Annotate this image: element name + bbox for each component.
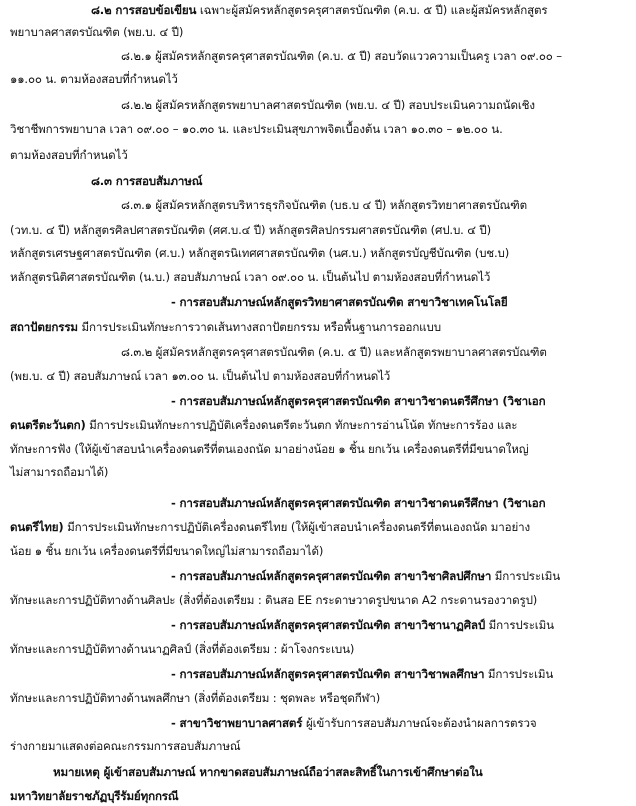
bullet-nursing-cont: ร่างกายมาแสดงต่อคณะกรรมการสอบสัมภาษณ์ [10, 739, 241, 753]
bullet-thai-music-cont2: น้อย ๑ ชิ้น ยกเว้น เครื่องดนตรีที่มีขนาดใหญ่ไม่สามารถถือมาได้) [10, 544, 324, 558]
note-label: หมายเหตุ [53, 765, 100, 779]
bullet-architecture: - การสอบสัมภาษณ์หลักสูตรวิทยาศาสตรบัณฑิต สาขาวิชาเทคโนโลยี [171, 295, 508, 309]
bullet-physical-education-cont: ทักษะและการปฏิบัติทางด้านพลศึกษา (สิ่งที่ต้องเตรียม : ชุดพละ หรือชุดกีฬา) [10, 691, 381, 705]
section-8-3-heading: ๘.๓ การสอบสัมภาษณ์ [91, 174, 203, 188]
bullet-art-education-cont: ทักษะและการปฏิบัติทางด้านศิลปะ (สิ่งที่ต้องเตรียม : ดินสอ EE กระดาษวาดรูปขนาด A2 กระดานรองวาดรูป) [10, 593, 538, 607]
bullet-thai-music: - การสอบสัมภาษณ์หลักสูตรครุศาสตรบัณฑิต สาขาวิชาดนตรีศึกษา (วิชาเอก [171, 496, 546, 510]
item-8-3-1-cont1: (วท.บ. ๔ ปี) หลักสูตรศิลปศาสตรบัณฑิต (ศศ.บ.๔ ปี) หลักสูตรศิลปกรรมศาสตรบัณฑิต (ศป.บ. ๔ ปี) [10, 223, 491, 237]
item-8-3-1-cont2: หลักสูตรเศรษฐศาสตรบัณฑิต (ศ.บ.) หลักสูตรนิเทศศาสตรบัณฑิต (นศ.บ.) หลักสูตรบัญชีบัณฑิต (บช.บ) [10, 246, 510, 260]
bullet-nursing: - สาขาวิชาพยาบาลศาสตร์ ผู้เข้ารับการสอบสัมภาษณ์จะต้องนำผลการตรวจ [171, 716, 537, 730]
section-8-2-intro-cont: พยาบาลศาสตรบัณฑิต (พย.บ. ๔ ปี) [10, 25, 184, 39]
item-8-3-2: ๘.๓.๒ ผู้สมัครหลักสูตรครุศาสตรบัณฑิต (ค.บ. ๕ ปี) และหลักสูตรพยาบาลศาสตรบัณฑิต [121, 345, 547, 359]
bullet-art-education: - การสอบสัมภาษณ์หลักสูตรครุศาสตรบัณฑิต สาขาวิชาศิลปศึกษา มีการประเมิน [171, 569, 561, 583]
bullet-architecture-cont: สถาปัตยกรรม มีการประเมินทักษะการวาดเส้นทางสถาปัตยกรรม หรือพื้นฐานการออกแบบ [10, 320, 441, 334]
section-8-2-heading: ๘.๒ การสอบข้อเขียน [91, 3, 197, 17]
item-8-2-2-cont2: ตามห้องสอบที่กำหนดไว้ [10, 148, 128, 162]
item-8-3-1: ๘.๓.๑ ผู้สมัครหลักสูตรบริหารธุรกิจบัณฑิต (บธ.บ ๔ ปี) หลักสูตรวิทยาศาสตรบัณฑิต [121, 198, 528, 212]
bullet-dance-cont: ทักษะและการปฏิบัติทางด้านนาฏศิลป์ (สิ่งที่ต้องเตรียม : ผ้าโจงกระเบน) [10, 642, 355, 656]
bullet-physical-education: - การสอบสัมภาษณ์หลักสูตรครุศาสตรบัณฑิต สาขาวิชาพลศึกษา มีการประเมิน [171, 667, 554, 681]
item-8-2-2-cont: วิชาชีพการพยาบาล เวลา ๐๙.๐๐ – ๑๐.๓๐ น. และประเมินสุขภาพจิตเบื้องต้น เวลา ๑๐.๓๐ – ๑๒.๐๐ น. [10, 122, 503, 136]
section-8-2-intro: เฉพาะผู้สมัครหลักสูตรครุศาสตรบัณฑิต (ค.บ. ๕ ปี) และผู้สมัครหลักสูตร [199, 3, 548, 17]
note-cont: มหาวิทยาลัยราชภัฏบุรีรัมย์ทุกกรณี [10, 789, 179, 803]
item-8-2-1-cont: ๑๑.๐๐ น. ตามห้องสอบที่กำหนดไว้ [10, 72, 178, 86]
note [53, 764, 483, 780]
item-8-3-1-cont3: หลักสูตรนิติศาสตรบัณฑิต (น.บ.) สอบสัมภาษณ์ เวลา ๐๙.๐๐ น. เป็นต้นไป ตามห้องสอบที่กำหนดไว้ [10, 270, 491, 284]
note-text: ผู้เข้าสอบสัมภาษณ์ หากขาดสอบสัมภาษณ์ถือว่าสละสิทธิ์ในการเข้าศึกษาต่อใน [103, 765, 483, 779]
item-8-2-2: ๘.๒.๒ ผู้สมัครหลักสูตรพยาบาลศาสตรบัณฑิต (พย.บ. ๔ ปี) สอบประเมินความถนัดเชิง [121, 98, 535, 112]
item-8-3-2-cont: (พย.บ. ๔ ปี) สอบสัมภาษณ์ เวลา ๑๓.๐๐ น. เป็นต้นไป ตามห้องสอบที่กำหนดไว้ [10, 369, 391, 383]
bullet-western-music-cont3: ไม่สามารถถือมาได้) [10, 465, 109, 479]
section-8-2 [91, 2, 547, 18]
bullet-western-music-cont1: ดนตรีตะวันตก) มีการประเมินทักษะการปฏิบัติเครื่องดนตรีตะวันตก ทักษะการอ่านโน้ต ทักษะการร้อง และ [10, 418, 518, 432]
item-8-2-1: ๘.๒.๑ ผู้สมัครหลักสูตรครุศาสตรบัณฑิต (ค.บ. ๕ ปี) สอบวัดแววความเป็นครู เวลา ๐๙.๐๐ – [121, 49, 562, 63]
bullet-western-music-cont2: ทักษะการฟัง (ให้ผู้เข้าสอบนำเครื่องดนตรีที่ตนเองถนัด มาอย่างน้อย ๑ ชิ้น ยกเว้น เครื่องดนตรีที่มีขนาดใหญ่ [10, 442, 529, 456]
bullet-western-music: - การสอบสัมภาษณ์หลักสูตรครุศาสตรบัณฑิต สาขาวิชาดนตรีศึกษา (วิชาเอก [171, 394, 546, 408]
bullet-thai-music-cont1: ดนตรีไทย) มีการประเมินทักษะการปฏิบัติเครื่องดนตรีไทย (ให้ผู้เข้าสอบนำเครื่องดนตรีที่ตนเองถนัด มาอย่าง [10, 520, 530, 534]
bullet-dance: - การสอบสัมภาษณ์หลักสูตรครุศาสตรบัณฑิต สาขาวิชานาฏศิลป์ มีการประเมิน [171, 618, 554, 632]
